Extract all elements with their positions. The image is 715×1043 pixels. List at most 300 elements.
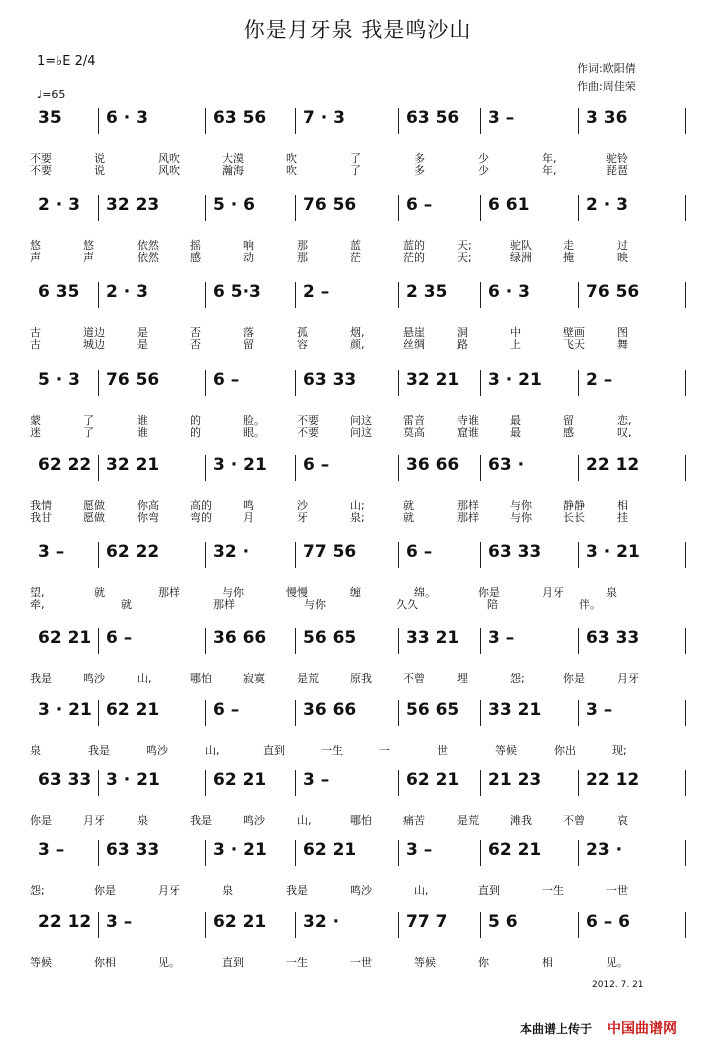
- lyric-word: 感: [190, 251, 201, 264]
- lyric-word: 恋,: [617, 414, 632, 427]
- bar-line: [578, 282, 579, 308]
- measure-notes: 3 36: [586, 108, 628, 128]
- bar-line: [398, 282, 399, 308]
- lyric-word: 我情: [30, 499, 52, 512]
- lyric-word: 摇: [190, 239, 201, 252]
- measure-notes: 63 33: [38, 770, 92, 790]
- lyric-word: 了: [83, 426, 94, 439]
- lyric-word: 山,: [137, 672, 152, 685]
- lyric-word: 少: [478, 152, 489, 165]
- music-line: [30, 542, 685, 566]
- lyric-word: 不要: [297, 426, 319, 439]
- measure-notes: 62 21: [213, 770, 267, 790]
- song-title: 你是月牙泉 我是鸣沙山: [243, 18, 472, 42]
- bar-line: [480, 370, 481, 396]
- lyric-word: 直到: [263, 744, 285, 757]
- bar-line: [480, 912, 481, 938]
- measure-notes: 76 56: [106, 370, 160, 390]
- measure-notes: 5 6: [488, 912, 518, 932]
- lyric-word: 我甘: [30, 511, 52, 524]
- lyric-word: 一世: [350, 956, 372, 969]
- lyric-word: 现;: [612, 744, 627, 757]
- lyric-word: 壁画: [563, 326, 585, 339]
- lyric-word: 一生: [542, 884, 564, 897]
- bar-line: [98, 455, 99, 481]
- lyric-word: 瀚海: [222, 164, 244, 177]
- lyric-word: 依然: [137, 251, 159, 264]
- lyric-row: [30, 509, 685, 523]
- lyric-word: 原我: [350, 672, 372, 685]
- lyric-word: 的: [190, 426, 201, 439]
- lyric-row: [30, 336, 685, 350]
- music-line: [30, 700, 685, 724]
- measure-notes: 5 · 3: [38, 370, 80, 390]
- bar-line: [578, 108, 579, 134]
- lyric-word: 见。: [158, 956, 180, 969]
- lyric-word: 问这: [350, 426, 372, 439]
- bar-line: [480, 700, 481, 726]
- lyric-row: [30, 670, 685, 684]
- measure-notes: 3 –: [303, 770, 330, 790]
- lyric-word: 挂: [617, 511, 628, 524]
- lyric-word: 不要: [30, 152, 52, 165]
- lyric-word: 泉: [222, 884, 233, 897]
- measure-notes: 6 –: [213, 700, 240, 720]
- bar-line: [98, 912, 99, 938]
- bar-line: [398, 700, 399, 726]
- lyric-word: 了: [83, 414, 94, 427]
- measure-notes: 56 65: [406, 700, 460, 720]
- lyric-word: 鸣沙: [243, 814, 265, 827]
- lyric-word: 长长: [563, 511, 585, 524]
- lyric-word: 哪怕: [190, 672, 212, 685]
- lyric-word: 悠: [30, 239, 41, 252]
- lyric-word: 莫高: [403, 426, 425, 439]
- lyric-word: 与你: [510, 511, 532, 524]
- lyric-word: 了: [350, 164, 361, 177]
- measure-notes: 23 ·: [586, 840, 623, 860]
- measure-notes: 6 · 3: [106, 108, 148, 128]
- lyric-word: 鸣沙: [350, 884, 372, 897]
- lyric-word: 响: [243, 239, 254, 252]
- measure-notes: 62 21: [106, 700, 160, 720]
- lyric-word: 悠: [83, 239, 94, 252]
- lyric-word: 泉: [606, 586, 617, 599]
- bar-line: [295, 370, 296, 396]
- bar-line: [295, 770, 296, 796]
- measure-notes: 3 · 21: [213, 455, 267, 475]
- lyric-word: 山,: [297, 814, 312, 827]
- lyric-word: 声: [83, 251, 94, 264]
- measure-notes: 3 · 21: [586, 542, 640, 562]
- bar-line: [205, 108, 206, 134]
- bar-line: [685, 282, 686, 308]
- bar-line: [205, 542, 206, 568]
- measure-notes: 3 · 21: [488, 370, 542, 390]
- lyric-word: 你相: [94, 956, 116, 969]
- bar-line: [98, 195, 99, 221]
- credits: [577, 60, 636, 96]
- bar-line: [578, 542, 579, 568]
- bar-line: [578, 912, 579, 938]
- measure-notes: 6 61: [488, 195, 530, 215]
- lyric-word: 鸣沙: [83, 672, 105, 685]
- lyric-word: 高的: [190, 499, 212, 512]
- lyric-word: 窟谁: [457, 426, 479, 439]
- lyric-word: 山,: [205, 744, 220, 757]
- lyric-word: 掩: [563, 251, 574, 264]
- bar-line: [205, 455, 206, 481]
- measure-notes: 32 ·: [213, 542, 250, 562]
- lyric-word: 那样: [213, 598, 235, 611]
- lyric-word: 弯的: [190, 511, 212, 524]
- measure-notes: 76 56: [586, 282, 640, 302]
- bar-line: [398, 628, 399, 654]
- measure-notes: 32 23: [106, 195, 160, 215]
- bar-line: [98, 282, 99, 308]
- bar-line: [398, 840, 399, 866]
- bar-line: [398, 542, 399, 568]
- lyric-word: 蓝: [350, 239, 361, 252]
- lyric-word: 沙: [297, 499, 308, 512]
- bar-line: [685, 108, 686, 134]
- lyric-word: 年,: [542, 164, 557, 177]
- bar-line: [578, 770, 579, 796]
- bar-line: [98, 370, 99, 396]
- lyric-row: [30, 424, 685, 438]
- lyric-word: 一世: [606, 884, 628, 897]
- lyric-word: 叹,: [617, 426, 632, 439]
- lyric-word: 上: [510, 338, 521, 351]
- measure-notes: 3 –: [38, 840, 65, 860]
- bar-line: [480, 455, 481, 481]
- bar-line: [398, 195, 399, 221]
- lyric-word: 眼。: [243, 426, 265, 439]
- lyric-word: 脸。: [243, 414, 265, 427]
- measure-notes: 62 21: [488, 840, 542, 860]
- measure-notes: 33 21: [488, 700, 542, 720]
- lyric-word: 鸣: [243, 499, 254, 512]
- bar-line: [295, 195, 296, 221]
- lyric-word: 孤: [297, 326, 308, 339]
- lyric-word: 你高: [137, 499, 159, 512]
- bar-line: [480, 195, 481, 221]
- music-line: [30, 455, 685, 479]
- lyric-word: 就: [121, 598, 132, 611]
- measure-notes: 63 33: [303, 370, 357, 390]
- measure-notes: 56 65: [303, 628, 357, 648]
- lyric-word: 见。: [606, 956, 628, 969]
- tempo-mark: ♩=65: [37, 88, 66, 101]
- music-line: [30, 840, 685, 864]
- lyric-word: 留: [563, 414, 574, 427]
- music-line: [30, 108, 685, 132]
- lyric-word: 愿做: [83, 511, 105, 524]
- lyric-word: 留: [243, 338, 254, 351]
- measure-notes: 22 12: [38, 912, 92, 932]
- bar-line: [480, 770, 481, 796]
- measure-notes: 3 –: [586, 700, 613, 720]
- bar-line: [98, 700, 99, 726]
- lyric-row: [30, 596, 685, 610]
- measure-notes: 62 21: [303, 840, 357, 860]
- lyric-word: 你弯: [137, 511, 159, 524]
- lyric-word: 了: [350, 152, 361, 165]
- lyric-word: 否: [190, 338, 201, 351]
- lyric-word: 泉;: [350, 511, 365, 524]
- lyric-word: 城边: [83, 338, 105, 351]
- lyric-word: 年,: [542, 152, 557, 165]
- measure-notes: 3 –: [406, 840, 433, 860]
- bar-line: [398, 108, 399, 134]
- lyric-word: 牙: [297, 511, 308, 524]
- lyric-word: 那样: [457, 499, 479, 512]
- date-stamp: 2012. 7. 21: [592, 980, 644, 990]
- bar-line: [205, 282, 206, 308]
- bar-line: [295, 700, 296, 726]
- lyric-word: 雷音: [403, 414, 425, 427]
- lyric-word: 月: [243, 511, 254, 524]
- lyric-word: 不要: [30, 164, 52, 177]
- lyric-row: [30, 162, 685, 176]
- lyric-word: 多: [414, 152, 425, 165]
- lyric-word: 就: [403, 499, 414, 512]
- measure-notes: 5 · 6: [213, 195, 255, 215]
- lyric-word: 等候: [30, 956, 52, 969]
- lyric-word: 蓝的: [403, 239, 425, 252]
- lyric-word: 绿洲: [510, 251, 532, 264]
- lyric-row: [30, 742, 685, 756]
- lyric-word: 说: [94, 164, 105, 177]
- bar-line: [480, 108, 481, 134]
- lyric-word: 你是: [478, 586, 500, 599]
- lyric-word: 牵,: [30, 598, 45, 611]
- measure-notes: 3 · 21: [213, 840, 267, 860]
- bar-line: [205, 912, 206, 938]
- measure-notes: 2 · 3: [586, 195, 628, 215]
- lyric-word: 哀: [617, 814, 628, 827]
- lyric-word: 映: [617, 251, 628, 264]
- bar-line: [578, 840, 579, 866]
- lyric-word: 世: [437, 744, 448, 757]
- bar-line: [398, 770, 399, 796]
- lyric-word: 洞: [457, 326, 468, 339]
- measure-notes: 63 33: [586, 628, 640, 648]
- bar-line: [685, 455, 686, 481]
- lyric-word: 泉: [30, 744, 41, 757]
- bar-line: [98, 628, 99, 654]
- measure-notes: 36 66: [303, 700, 357, 720]
- lyric-word: 绵。: [414, 586, 436, 599]
- bar-line: [98, 108, 99, 134]
- lyric-word: 依然: [137, 239, 159, 252]
- lyric-word: 哪怕: [350, 814, 372, 827]
- upload-text: 本曲谱上传于: [520, 1022, 593, 1036]
- measure-notes: 63 ·: [488, 455, 525, 475]
- lyric-word: 问这: [350, 414, 372, 427]
- bar-line: [685, 542, 686, 568]
- lyric-word: 大漠: [222, 152, 244, 165]
- lyric-word: 蒙: [30, 414, 41, 427]
- measure-notes: 2 · 3: [106, 282, 148, 302]
- lyric-word: 你: [478, 956, 489, 969]
- lyric-word: 等候: [495, 744, 517, 757]
- lyric-word: 我是: [88, 744, 110, 757]
- lyric-row: [30, 882, 685, 896]
- bar-line: [685, 840, 686, 866]
- bar-line: [685, 770, 686, 796]
- lyric-word: 与你: [510, 499, 532, 512]
- lyric-word: 望,: [30, 586, 45, 599]
- lyric-word: 我是: [286, 884, 308, 897]
- bar-line: [205, 195, 206, 221]
- lyric-word: 过: [617, 239, 628, 252]
- lyric-word: 是荒: [457, 814, 479, 827]
- lyric-word: 寺谁: [457, 414, 479, 427]
- lyric-word: 愿做: [83, 499, 105, 512]
- lyric-word: 相: [542, 956, 553, 969]
- lyric-word: 古: [30, 338, 41, 351]
- lyric-word: 我是: [30, 672, 52, 685]
- bar-line: [295, 912, 296, 938]
- measure-notes: 3 · 21: [106, 770, 160, 790]
- lyric-word: 不曾: [563, 814, 585, 827]
- measure-notes: 6 · 3: [488, 282, 530, 302]
- lyric-word: 滩我: [510, 814, 532, 827]
- lyric-word: 说: [94, 152, 105, 165]
- measure-notes: 6 –: [303, 455, 330, 475]
- bar-line: [398, 455, 399, 481]
- measure-notes: 6 5·3: [213, 282, 261, 302]
- bar-line: [295, 108, 296, 134]
- lyric-word: 山,: [414, 884, 429, 897]
- lyric-word: 容: [297, 338, 308, 351]
- lyric-word: 风吹: [158, 164, 180, 177]
- lyric-word: 飞天: [563, 338, 585, 351]
- bar-line: [295, 455, 296, 481]
- measure-notes: 21 23: [488, 770, 542, 790]
- lyric-word: 最: [510, 426, 521, 439]
- lyric-word: 悬崖: [403, 326, 425, 339]
- lyric-word: 缠: [350, 586, 361, 599]
- lyric-word: 的: [190, 414, 201, 427]
- bar-line: [98, 840, 99, 866]
- measure-notes: 3 –: [488, 628, 515, 648]
- measure-notes: 32 ·: [303, 912, 340, 932]
- lyric-word: 琵琶: [606, 164, 628, 177]
- music-line: [30, 912, 685, 936]
- lyric-word: 那样: [158, 586, 180, 599]
- bar-line: [578, 628, 579, 654]
- measure-notes: 6 –: [213, 370, 240, 390]
- measure-notes: 32 21: [406, 370, 460, 390]
- lyric-word: 月牙: [83, 814, 105, 827]
- lyric-word: 少: [478, 164, 489, 177]
- site-logo: 中国曲谱网: [607, 1021, 677, 1037]
- lyric-word: 不要: [297, 414, 319, 427]
- bar-line: [205, 370, 206, 396]
- lyric-word: 那样: [457, 511, 479, 524]
- bar-line: [578, 700, 579, 726]
- bar-line: [205, 628, 206, 654]
- lyric-row: [30, 812, 685, 826]
- bar-line: [685, 628, 686, 654]
- lyric-word: 茫的: [403, 251, 425, 264]
- lyric-word: 慢慢: [286, 586, 308, 599]
- bar-line: [398, 370, 399, 396]
- lyric-word: 月牙: [158, 884, 180, 897]
- lyric-word: 天;: [457, 251, 472, 264]
- lyric-word: 鸣沙: [146, 744, 168, 757]
- bar-line: [480, 840, 481, 866]
- music-line: [30, 370, 685, 394]
- lyric-word: 感: [563, 426, 574, 439]
- measure-notes: 63 33: [106, 840, 160, 860]
- measure-notes: 7 · 3: [303, 108, 345, 128]
- lyric-word: 那: [297, 239, 308, 252]
- lyric-word: 月牙: [617, 672, 639, 685]
- measure-notes: 77 56: [303, 542, 357, 562]
- measure-notes: 6 –: [406, 542, 433, 562]
- bar-line: [480, 282, 481, 308]
- bar-line: [98, 770, 99, 796]
- lyric-word: 古: [30, 326, 41, 339]
- lyric-word: 静静: [563, 499, 585, 512]
- lyric-word: 丝绸: [403, 338, 425, 351]
- lyric-word: 就: [94, 586, 105, 599]
- lyric-word: 山;: [350, 499, 365, 512]
- lyric-word: 等候: [414, 956, 436, 969]
- measure-notes: 2 –: [303, 282, 330, 302]
- bar-line: [205, 700, 206, 726]
- lyric-word: 吹: [286, 164, 297, 177]
- music-line: [30, 195, 685, 219]
- measure-notes: 3 –: [38, 542, 65, 562]
- measure-notes: 6 –: [406, 195, 433, 215]
- lyric-word: 吹: [286, 152, 297, 165]
- measure-notes: 76 56: [303, 195, 357, 215]
- lyric-word: 埋: [457, 672, 468, 685]
- measure-notes: 2 · 3: [38, 195, 80, 215]
- measure-notes: 62 21: [38, 628, 92, 648]
- lyric-word: 你是: [94, 884, 116, 897]
- lyric-word: 一生: [286, 956, 308, 969]
- measure-notes: 63 56: [406, 108, 460, 128]
- bar-line: [578, 195, 579, 221]
- lyric-word: 颜,: [350, 338, 365, 351]
- lyric-word: 路: [457, 338, 468, 351]
- measure-notes: 32 21: [106, 455, 160, 475]
- bar-line: [578, 455, 579, 481]
- lyric-word: 声: [30, 251, 41, 264]
- measure-notes: 63 56: [213, 108, 267, 128]
- lyric-word: 图: [617, 326, 628, 339]
- bar-line: [480, 542, 481, 568]
- lyric-word: 就: [403, 511, 414, 524]
- lyric-word: 最: [510, 414, 521, 427]
- lyric-word: 伴。: [579, 598, 601, 611]
- bar-line: [295, 628, 296, 654]
- lyric-word: 陪: [487, 598, 498, 611]
- lyric-word: 月牙: [542, 586, 564, 599]
- lyric-row: [30, 249, 685, 263]
- key-signature: 1=♭E 2/4: [37, 54, 96, 69]
- lyric-word: 相: [617, 499, 628, 512]
- lyric-word: 迷: [30, 426, 41, 439]
- lyric-word: 与你: [304, 598, 326, 611]
- measure-notes: 62 21: [213, 912, 267, 932]
- measure-notes: 33 21: [406, 628, 460, 648]
